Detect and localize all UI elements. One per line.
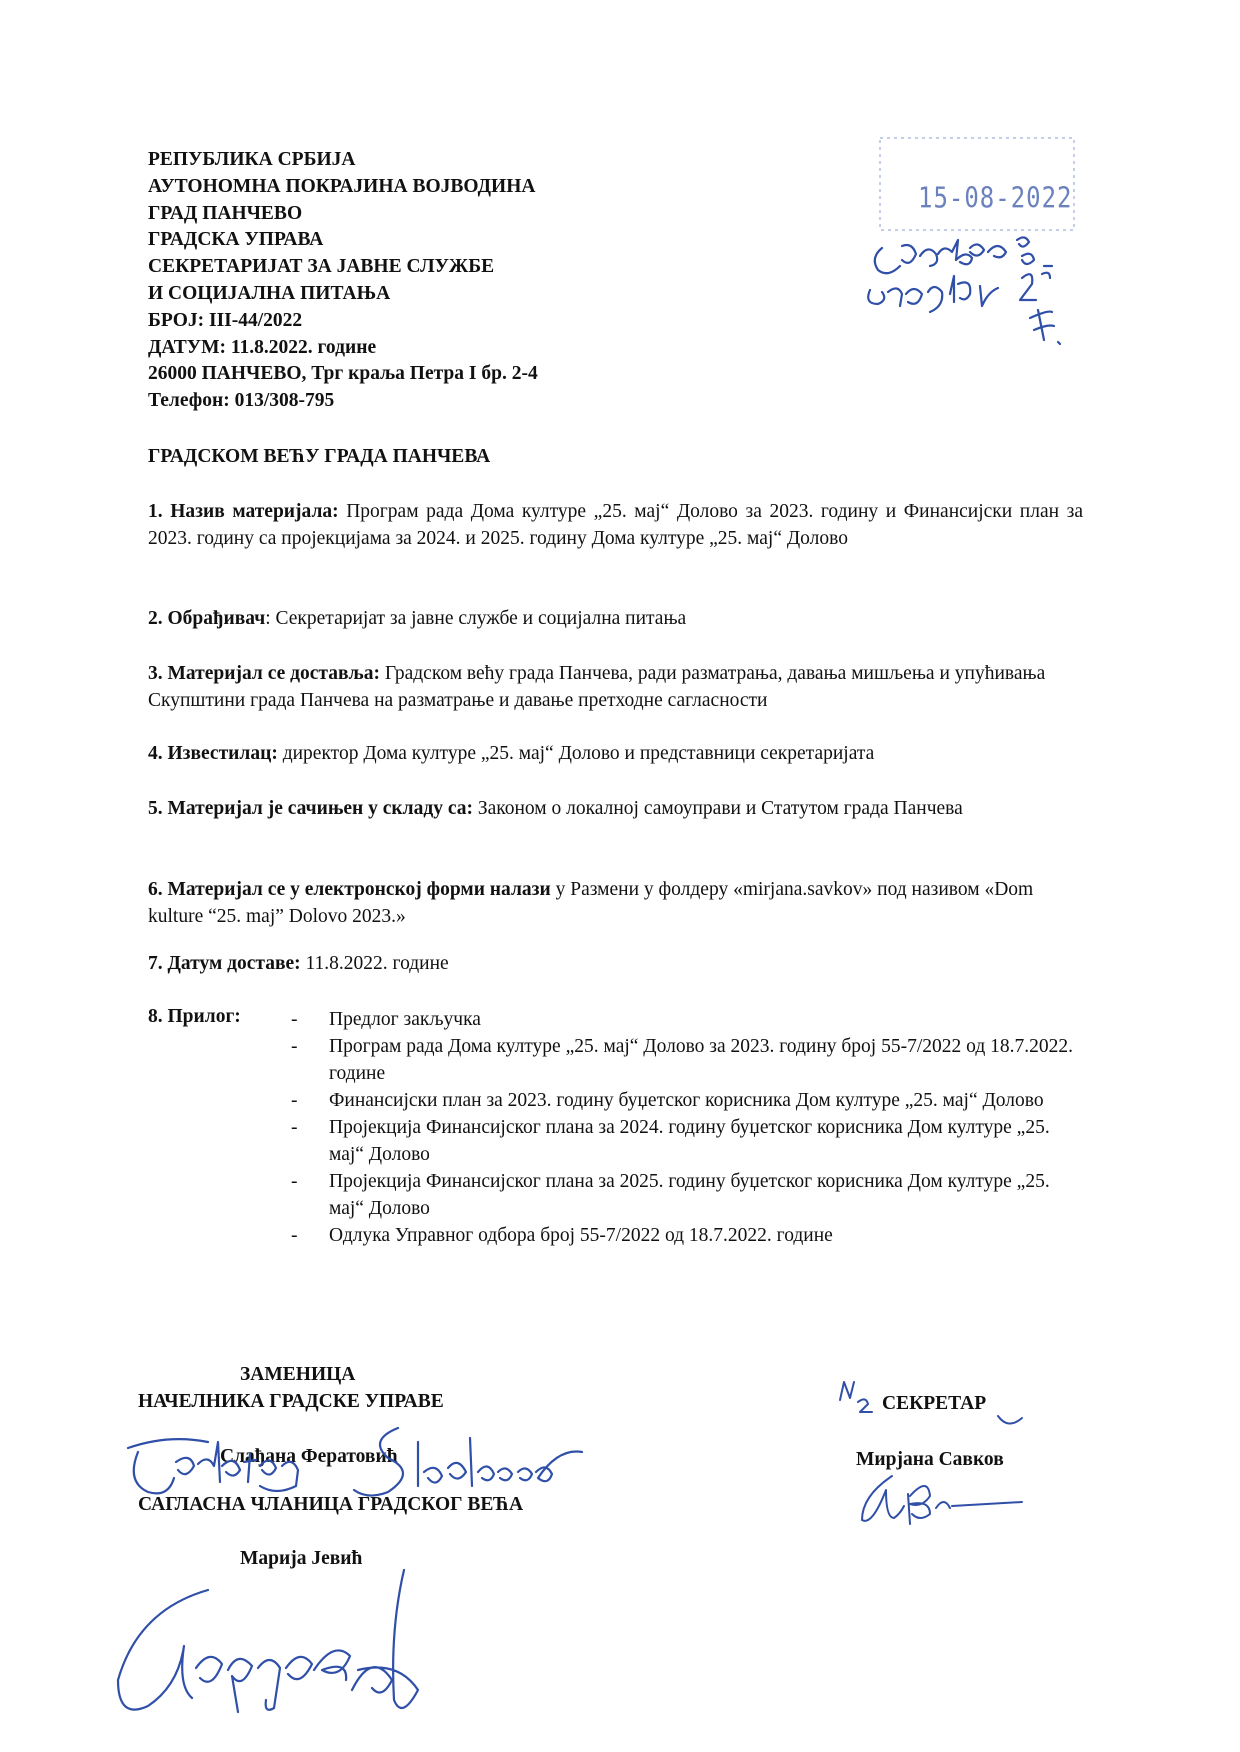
item-3-text: Градском већу града Панчева, ради разматрања, давања мишљења и упућивања Скупштини града Панчева на разматрање и давање претходне сагласности bbox=[148, 663, 1046, 711]
list-dash: - bbox=[291, 1090, 298, 1111]
secretary-title: СЕКРЕТАР bbox=[882, 1393, 987, 1414]
attachment-text: Финансијски план за 2023. годину буџетског корисника Дом културе „25. мај“ Долово bbox=[329, 1090, 1044, 1111]
item-electronic-form bbox=[148, 876, 1083, 930]
attachment-text: Програм рада Дома културе „25. мај“ Долово за 2023. годину број 55-7/2022 од 18.7.2022. године bbox=[329, 1036, 1073, 1084]
secretary-initials bbox=[834, 1378, 884, 1418]
attachment-item bbox=[287, 1006, 1087, 1033]
item-legal-basis bbox=[148, 795, 1048, 822]
council-member-title: САГЛАСНА ЧЛАНИЦА ГРАДСКОГ ВЕЋА bbox=[138, 1494, 524, 1515]
attachments-list bbox=[287, 1006, 1087, 1249]
council-member-signature bbox=[108, 1560, 508, 1750]
item-6-label: 6. Материјал се у електронској форми налази bbox=[148, 879, 551, 900]
deputy-title-cont: НАЧЕЛНИКА ГРАДСКЕ УПРАВЕ bbox=[138, 1391, 444, 1412]
attachment-item bbox=[287, 1222, 1087, 1249]
council-member-name: Марија Јевић bbox=[240, 1548, 363, 1569]
item-2-text: : Секретаријат за јавне службе и социјална питања bbox=[265, 608, 687, 629]
header-republic: РЕПУБЛИКА СРБИЈА bbox=[148, 149, 356, 170]
attachment-text: Одлука Управног одбора број 55-7/2022 од 18.7.2022. године bbox=[329, 1225, 833, 1246]
attachment-text: Пројекција Финансијског плана за 2024. годину буџетског корисника Дом културе „25. мај“ Долово bbox=[329, 1117, 1050, 1165]
letterhead bbox=[148, 147, 538, 415]
secretary-name: Мирјана Савков bbox=[856, 1449, 1004, 1470]
item-5-label: 5. Материјал је сачињен у складу са: bbox=[148, 798, 473, 819]
header-city: ГРАД ПАНЧЕВО bbox=[148, 202, 303, 224]
attachment-item bbox=[287, 1168, 1087, 1222]
item-reporter bbox=[148, 740, 1083, 767]
list-dash: - bbox=[291, 1117, 298, 1138]
item-5-text: Законом о локалној самоуправи и Статутом града Панчева bbox=[472, 798, 963, 819]
item-4-text: директор Дома културе „25. мај“ Долово и представници секретаријата bbox=[277, 743, 875, 764]
item-2-label: 2. Обрађивач bbox=[148, 608, 266, 629]
list-dash: - bbox=[291, 1225, 298, 1246]
item-7-label: 7. Датум доставе: bbox=[148, 953, 301, 974]
item-4-label: 4. Известилац: bbox=[148, 743, 278, 764]
header-administration: ГРАДСКА УПРАВА bbox=[148, 229, 324, 251]
item-processor bbox=[148, 605, 1083, 632]
attachment-text: Пројекција Финансијског плана за 2025. годину буџетског корисника Дом културе „25. мај“ Долово bbox=[329, 1171, 1050, 1219]
stamp-date: 15-08-2022 bbox=[918, 181, 1073, 215]
header-secretariat-cont: И СОЦИЈАЛНА ПИТАЊА bbox=[148, 282, 391, 304]
attachment-text: Предлог закључка bbox=[329, 1009, 481, 1030]
deputy-signature bbox=[118, 1418, 588, 1523]
item-delivery bbox=[148, 660, 1083, 714]
header-address: 26000 ПАНЧЕВО, Трг краља Петра I бр. 2-4 bbox=[148, 363, 538, 385]
item-7-text: 11.8.2022. године bbox=[300, 953, 449, 974]
list-dash: - bbox=[291, 1171, 298, 1192]
item-1-text: Програм рада Дома културе „25. мај“ Долово за 2023. годину и Финансијски план за 2023. годину са пројекцијама за 2024. и 2025. годину Дома културе „25. мај“ Долово bbox=[148, 501, 1084, 549]
header-secretariat: СЕКРЕТАРИЈАТ ЗА ЈАВНЕ СЛУЖБЕ bbox=[148, 256, 495, 278]
header-province: АУТОНОМНА ПОКРАЈИНА ВОЈВОДИНА bbox=[148, 175, 536, 197]
list-dash: - bbox=[291, 1009, 298, 1030]
item-delivery-date bbox=[148, 950, 1083, 977]
item-3-label: 3. Материјал се доставља: bbox=[148, 663, 380, 684]
header-date: ДАТУМ: 11.8.2022. године bbox=[148, 336, 377, 358]
item-material-title bbox=[148, 498, 1083, 552]
addressee: ГРАДСКОМ ВЕЋУ ГРАДА ПАНЧЕВА bbox=[148, 446, 491, 467]
attachment-item bbox=[287, 1033, 1087, 1087]
header-number: БРОЈ: III-44/2022 bbox=[148, 309, 303, 331]
header-phone: Телефон: 013/308-795 bbox=[148, 390, 335, 412]
item-6-text: у Размени у фолдеру «mirjana.savkov» под називом «Dom kulture “25. maj” Dolovo 2023.» bbox=[148, 879, 1034, 927]
secretary-ink-mark bbox=[994, 1406, 1028, 1432]
handwritten-note bbox=[862, 226, 1122, 356]
item-1-label: 1. Назив материјала: bbox=[148, 501, 339, 522]
deputy-title: ЗАМЕНИЦА bbox=[240, 1364, 356, 1385]
deputy-name: Слађана Фератовић bbox=[220, 1446, 398, 1467]
secretary-signature bbox=[852, 1466, 1032, 1536]
attachment-item bbox=[287, 1087, 1087, 1114]
list-dash: - bbox=[291, 1036, 298, 1057]
attachment-item bbox=[287, 1114, 1087, 1168]
attachments-label: 8. Прилог: bbox=[148, 1006, 241, 1027]
